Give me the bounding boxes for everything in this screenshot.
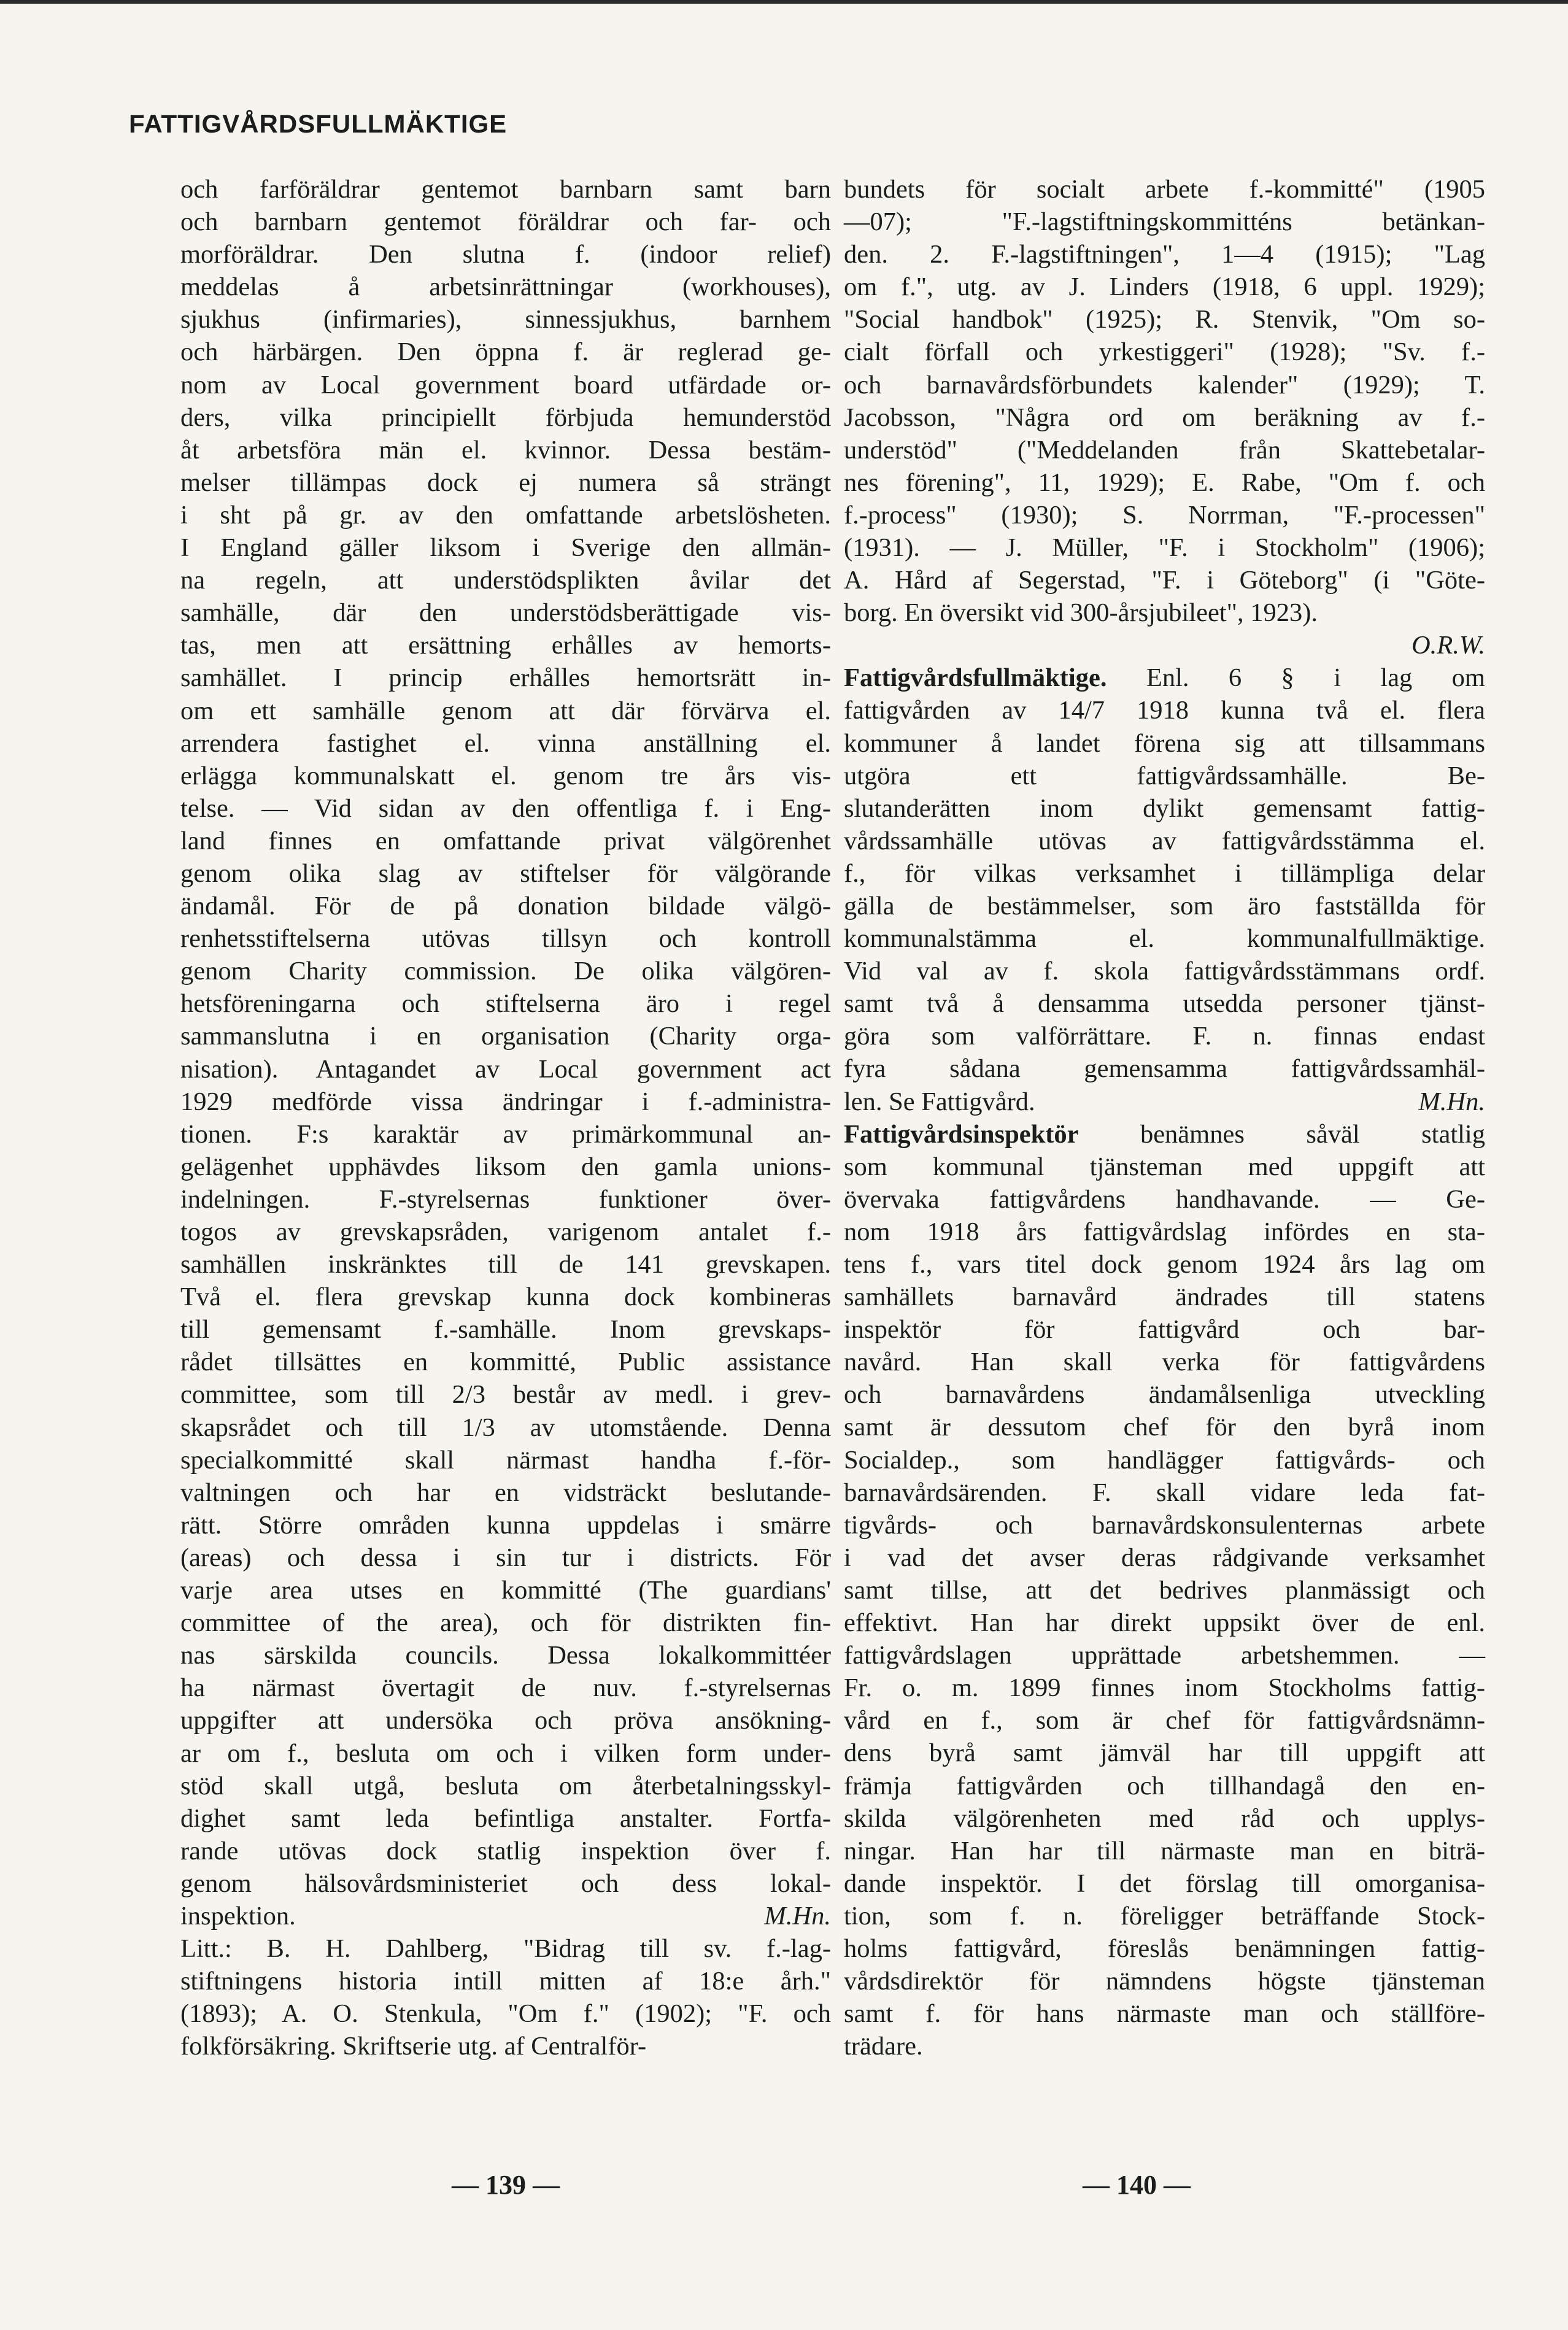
- text-line-content: genom hälsovårdsministeriet och dess lokal-: [180, 1869, 831, 1898]
- text-line-content: övervaka fattigvårdens handhavande. — Ge-: [844, 1184, 1485, 1214]
- text-line-content: specialkommitté skall närmast handha f.-för-: [180, 1445, 831, 1475]
- text-line-content: rätt. Större områden kunna uppdelas i smärre: [180, 1510, 831, 1540]
- text-line-content: ders, vilka principiellt förbjuda hemunderstöd: [180, 403, 831, 432]
- text-line-content: cialt förfall och yrkestiggeri" (1928); "Sv. f.-: [844, 338, 1485, 367]
- text-line: [180, 955, 831, 987]
- text-line-content: sjukhus (infirmaries), sinnessjukhus, barnhem: [180, 305, 831, 334]
- text-line-content: erlägga kommunalskatt el. genom tre års vis-: [180, 761, 831, 790]
- text-line-content: i vad det avser deras rådgivande verksamhet: [844, 1543, 1485, 1572]
- text-line-content: nisation). Antagandet av Local government act: [180, 1054, 831, 1084]
- text-line-content: Socialdep., som handlägger fattigvårds- och: [844, 1445, 1485, 1475]
- text-line: [844, 1965, 1485, 1997]
- text-line-content: samhällen inskränktes till de 141 grevskapen.: [180, 1250, 831, 1279]
- text-line: [844, 1737, 1485, 1769]
- text-line-content: (1931). — J. Müller, "F. i Stockholm" (1906);: [844, 533, 1485, 563]
- text-line: [844, 1151, 1485, 1183]
- text-line-content: A. Hård af Segerstad, "F. i Göteborg" (i "Göte-: [844, 566, 1485, 595]
- text-line-content: arrendera fastighet el. vinna anställning el.: [180, 728, 831, 758]
- text-line: [180, 434, 831, 466]
- text-line-content: och barnavårdens ändamålsenliga utveckling: [844, 1380, 1485, 1410]
- text-line: [844, 1541, 1485, 1574]
- text-line-content: ar om f., besluta om och i vilken form under-: [180, 1738, 831, 1768]
- text-line-content: Jacobsson, "Några ord om beräkning av f.-: [844, 403, 1485, 432]
- text-line: [180, 1607, 831, 1639]
- text-line: [180, 1541, 831, 1574]
- text-line: [844, 890, 1485, 922]
- page-number-left: — 139 —: [452, 2170, 560, 2200]
- text-line: [844, 825, 1485, 857]
- author-signature: O.R.W.: [1411, 631, 1485, 660]
- text-line-content: f., för vilkas verksamhet i tillämpliga delar: [844, 858, 1485, 888]
- text-line-content: understöd" ("Meddelanden från Skattebetalar-: [844, 435, 1485, 465]
- text-line: [844, 206, 1485, 238]
- text-line-content: göra som valförrättare. F. n. finnas endast: [844, 1022, 1485, 1051]
- text-line: [844, 466, 1485, 499]
- text-line: [844, 1281, 1485, 1313]
- text-line: [844, 303, 1485, 336]
- text-line-content: dens byrå samt jämväl har till uppgift att: [844, 1738, 1485, 1768]
- text-line-content: tens f., vars titel dock genom 1924 års lag om: [844, 1250, 1485, 1279]
- text-line: [180, 336, 831, 368]
- left-column: [180, 173, 831, 2062]
- text-line: [844, 760, 1485, 792]
- text-line: [844, 1509, 1485, 1541]
- text-line-content: trädare.: [844, 2032, 923, 2061]
- text-line-content: skapsrådet och till 1/3 av utomstående. Denna: [180, 1413, 831, 1442]
- right-column: [844, 173, 1485, 2062]
- text-line-content: 1929 medförde vissa ändringar i f.-administra-: [180, 1087, 831, 1116]
- text-line: [180, 922, 831, 955]
- text-line-content: morföräldrar. Den slutna f. (indoor relief): [180, 240, 831, 269]
- text-line: [844, 792, 1485, 825]
- text-line: [180, 857, 831, 890]
- text-line-content: genom olika slag av stiftelser för välgörande: [180, 858, 831, 888]
- text-line: [844, 1020, 1485, 1052]
- text-line: [180, 1151, 831, 1183]
- text-line-content: skilda välgörenheten med råd och upplys-: [844, 1803, 1485, 1833]
- text-line: [180, 890, 831, 922]
- text-line: [180, 303, 831, 336]
- text-line: [180, 629, 831, 662]
- text-line-content: effektivt. Han har direkt uppsikt över de enl.: [844, 1608, 1485, 1638]
- text-line-content: stöd skall utgå, besluta om återbetalningsskyl-: [180, 1771, 831, 1800]
- text-line: [844, 1932, 1485, 1965]
- text-line: [180, 1867, 831, 1900]
- text-line: [844, 922, 1485, 955]
- text-line-content: ha närmast övertagit de nuv. f.-styrelsernas: [180, 1673, 831, 1703]
- text-line-content: indelningen. F.-styrelsernas funktioner över-: [180, 1184, 831, 1214]
- text-line: [180, 2030, 831, 2062]
- text-line: [844, 1574, 1485, 1607]
- text-line: [844, 2030, 1485, 2062]
- text-line-content: samhället. I princip erhålles hemortsrätt in-: [180, 663, 831, 693]
- text-line: [844, 1444, 1485, 1476]
- text-line: [180, 1183, 831, 1216]
- text-line: [844, 1411, 1485, 1443]
- text-line-content: gelägenhet upphävdes liksom den gamla unions-: [180, 1152, 831, 1181]
- text-line-content: varje area utses en kommitté (The guardians': [180, 1576, 831, 1605]
- text-line-content: i sht på gr. av den omfattande arbetslösheten.: [180, 500, 831, 530]
- text-line: [180, 727, 831, 760]
- text-line-content: den. 2. F.-lagstiftningen", 1—4 (1915); "Lag: [844, 240, 1485, 269]
- text-line: [180, 1900, 831, 1932]
- text-line: [844, 271, 1485, 303]
- text-line: [844, 857, 1485, 890]
- text-line-content: vård en f., som är chef för fattigvårdsnämn-: [844, 1706, 1485, 1735]
- text-line-content: borg. En översikt vid 300-årsjubileet", 1923).: [844, 598, 1318, 628]
- top-rule: [0, 0, 1568, 4]
- text-line-content: (areas) och dessa i sin tur i districts. För: [180, 1543, 831, 1572]
- text-line: [180, 1281, 831, 1313]
- text-line-content: ändamål. För de på donation bildade välgö-: [180, 892, 831, 921]
- text-line-content: samhällets barnavård ändrades till statens: [844, 1283, 1485, 1312]
- text-line-content: samt två å densamma utsedda personer tjänst-: [844, 989, 1485, 1019]
- text-line: [844, 1835, 1485, 1867]
- text-line-content: som kommunal tjänsteman med uppgift att: [844, 1152, 1485, 1181]
- text-line-content: genom Charity commission. De olika välgören-: [180, 957, 831, 986]
- text-line: [180, 1932, 831, 1965]
- text-line: [844, 1802, 1485, 1835]
- text-line: [844, 727, 1485, 760]
- text-line-content: nes förening", 11, 1929); E. Rabe, "Om f. och: [844, 468, 1485, 497]
- text-line: [180, 1086, 831, 1118]
- text-line-content: nom av Local government board utfärdade or-: [180, 370, 831, 399]
- text-line: [180, 1346, 831, 1378]
- text-line-content: nom 1918 års fattigvårdslag infördes en sta-: [844, 1217, 1485, 1246]
- text-line: [844, 1052, 1485, 1085]
- text-line-content: och härbärgen. Den öppna f. är reglerad ge-: [180, 338, 831, 367]
- text-line-content: I England gäller liksom i Sverige den allmän-: [180, 533, 831, 563]
- text-line-content: fattigvården av 14/7 1918 kunna två el. flera: [844, 696, 1485, 725]
- text-line: [180, 1444, 831, 1476]
- text-line: [844, 1900, 1485, 1932]
- text-line: [180, 271, 831, 303]
- text-line: [844, 629, 1485, 662]
- text-line: [180, 1672, 831, 1704]
- text-line: [180, 1802, 831, 1835]
- text-line: [180, 173, 831, 206]
- text-line: [844, 1216, 1485, 1248]
- author-signature: M.Hn.: [1418, 1087, 1485, 1116]
- text-line: [844, 238, 1485, 271]
- text-line-content: samt f. för hans närmaste man och ställföre-: [844, 1999, 1485, 2029]
- text-line-content: och barnbarn gentemot föräldrar och far- och: [180, 207, 831, 237]
- text-line: [180, 401, 831, 434]
- text-line: [844, 531, 1485, 564]
- text-line-content: inspektion.: [180, 1901, 296, 1931]
- text-line: [180, 825, 831, 857]
- text-line-content: committee, som till 2/3 består av medl. i grev-: [180, 1380, 831, 1410]
- text-line-content: samt är dessutom chef för den byrå inom: [844, 1413, 1485, 1442]
- text-line-content: dande inspektör. I det förslag till omorganisa-: [844, 1869, 1485, 1898]
- text-line: [844, 1183, 1485, 1216]
- text-line: [844, 1346, 1485, 1378]
- text-line-content: utgöra ett fattigvårdssamhälle. Be-: [844, 761, 1485, 790]
- text-line: [180, 1835, 831, 1867]
- text-line-content: fattigvårdslagen upprättade arbetshemmen. —: [844, 1641, 1485, 1670]
- text-line-content: rådet tillsättes en kommitté, Public assistance: [180, 1348, 831, 1377]
- text-line-content: "Social handbok" (1925); R. Stenvik, "Om so-: [844, 305, 1485, 334]
- text-line-content: len. Se Fattigvård.: [844, 1087, 1035, 1116]
- text-line-content: telse. — Vid sidan av den offentliga f. i Eng-: [180, 793, 831, 823]
- text-line: [180, 662, 831, 694]
- text-line: [180, 369, 831, 401]
- text-line: [180, 695, 831, 727]
- text-line-content: uppgifter att undersöka och pröva ansökning-: [180, 1706, 831, 1735]
- text-line: [180, 1118, 831, 1151]
- text-line-content: rande utövas dock statlig inspektion över f.: [180, 1836, 831, 1865]
- text-line-content: navård. Han skall verka för fattigvårdens: [844, 1348, 1485, 1377]
- text-line-content: gälla de bestämmelser, som äro fastställda för: [844, 891, 1485, 920]
- text-line: [844, 1248, 1485, 1281]
- text-line: [844, 1704, 1485, 1737]
- text-line-content: samhälle, där den understödsberättigade vis-: [180, 598, 831, 628]
- text-line: [844, 1770, 1485, 1802]
- text-line-content: —07); "F.-lagstiftningskommitténs betänkan-: [844, 207, 1485, 237]
- text-line-content: valtningen och har en vidsträckt beslutande-: [180, 1478, 831, 1507]
- text-line: [844, 1313, 1485, 1346]
- text-line-content: Vid val av f. skola fattigvårdsstämmans ordf.: [844, 957, 1485, 986]
- text-line: [180, 1216, 831, 1248]
- text-line: [180, 987, 831, 1020]
- text-line: [844, 596, 1485, 629]
- text-line-content: f.-process" (1930); S. Norrman, "F.-processen": [844, 500, 1485, 530]
- text-line: [844, 1118, 1485, 1151]
- text-line-content: ningar. Han har till närmaste man en biträ-: [844, 1836, 1485, 1865]
- text-line: [180, 1053, 831, 1086]
- text-line: [180, 1574, 831, 1607]
- text-line-content: och barnavårdsförbundets kalender" (1929); T.: [844, 370, 1485, 399]
- text-line-content: tionen. F:s karaktär av primärkommunal an-: [180, 1119, 831, 1149]
- text-line: [844, 987, 1485, 1020]
- text-line: [844, 694, 1485, 727]
- text-line: [180, 1411, 831, 1444]
- text-line-content: dighet samt leda befintliga anstalter. Fortfa-: [180, 1803, 831, 1833]
- text-line-content: bundets för socialt arbete f.-kommitté" (1905: [844, 175, 1485, 204]
- text-line-content: barnavårdsärenden. F. skall vidare leda fat-: [844, 1478, 1485, 1507]
- text-line-content: fyra sådana gemensamma fattigvårdssamhäl-: [844, 1054, 1485, 1084]
- text-line-content: samt tillse, att det bedrives planmässigt och: [844, 1575, 1485, 1605]
- text-line-content: folkförsäkring. Skriftserie utg. af Centralför-: [180, 2032, 647, 2061]
- text-line-content: hetsföreningarna och stiftelserna äro i regel: [180, 989, 831, 1019]
- text-line: [844, 1867, 1485, 1900]
- text-line: [844, 1378, 1485, 1411]
- text-line-content: kommunalstämma el. kommunalfullmäktige.: [844, 924, 1485, 954]
- text-line: [180, 1770, 831, 1802]
- text-line-content: om ett samhälle genom att där förvärva el.: [180, 696, 831, 725]
- text-line: [844, 336, 1485, 368]
- text-line: [844, 1672, 1485, 1704]
- text-line: [180, 1704, 831, 1737]
- text-line: [180, 596, 831, 629]
- text-line-content: kommuner å landet förena sig att tillsammans: [844, 728, 1485, 758]
- text-line: [844, 955, 1485, 987]
- text-line-content: Litt.: B. H. Dahlberg, "Bidrag till sv. f.-lag-: [180, 1934, 831, 1964]
- text-line-content: renhetsstiftelserna utövas tillsyn och kontroll: [180, 924, 831, 954]
- text-line: [180, 1509, 831, 1541]
- text-line-content: åt arbetsföra män el. kvinnor. Dessa bestäm-: [180, 435, 831, 465]
- text-line-content: nas särskilda councils. Dessa lokalkommittéer: [180, 1641, 831, 1670]
- text-line-content: inspektör för fattigvård och bar-: [844, 1315, 1485, 1344]
- text-line: [180, 1639, 831, 1672]
- text-line: [180, 1737, 831, 1770]
- text-line: [180, 466, 831, 499]
- text-line-content: Fattigvårdsfullmäktige. Enl. 6 § i lag om: [844, 663, 1485, 693]
- text-line-content: främja fattigvården och tillhandagå den en-: [844, 1771, 1485, 1800]
- text-line: [180, 499, 831, 531]
- text-line: [180, 1313, 831, 1346]
- text-line-content: slutanderätten inom dylikt gemensamt fattig-: [844, 793, 1485, 823]
- text-line: [844, 1639, 1485, 1672]
- running-head: FATTIGVÅRDSFULLMÄKTIGE: [129, 109, 508, 138]
- text-line: [844, 369, 1485, 401]
- text-line-content: meddelas å arbetsinrättningar (workhouses),: [180, 272, 831, 302]
- text-line-content: vårdssamhälle utövas av fattigvårdsstämma el.: [844, 826, 1485, 855]
- text-line: [180, 564, 831, 596]
- text-line-content: och farföräldrar gentemot barnbarn samt barn: [180, 175, 831, 204]
- text-line-content: om f.", utg. av J. Linders (1918, 6 uppl. 1929);: [844, 272, 1485, 302]
- text-line: [844, 1086, 1485, 1118]
- text-line-content: holms fattigvård, föreslås benämningen fattig-: [844, 1934, 1485, 1963]
- text-line: [180, 1378, 831, 1411]
- text-line-content: vårdsdirektör för nämndens högste tjänsteman: [844, 1967, 1485, 1996]
- text-line-content: na regeln, att understödsplikten åvilar det: [180, 566, 831, 595]
- text-line-content: tas, men att ersättning erhålles av hemorts-: [180, 631, 831, 660]
- text-line-content: committee of the area), och för distrikten fin-: [180, 1608, 831, 1638]
- text-line-content: Två el. flera grevskap kunna dock kombineras: [180, 1283, 831, 1312]
- text-line-content: Fr. o. m. 1899 finnes inom Stockholms fattig-: [844, 1673, 1485, 1703]
- text-line: [844, 1607, 1485, 1639]
- text-line: [844, 499, 1485, 531]
- text-line: [844, 1997, 1485, 2030]
- text-line-content: till gemensamt f.-samhälle. Inom grevskaps-: [180, 1315, 831, 1344]
- text-line: [180, 1020, 831, 1052]
- text-line-content: land finnes en omfattande privat välgörenhet: [180, 826, 831, 855]
- text-line-content: togos av grevskapsråden, varigenom antalet f.-: [180, 1217, 831, 1246]
- text-line-content: stiftningens historia intill mitten af 18:e årh.": [180, 1967, 831, 1996]
- text-line-content: tion, som f. n. föreligger beträffande Stock-: [844, 1901, 1485, 1931]
- text-line: [844, 1476, 1485, 1509]
- text-line: [180, 1965, 831, 1997]
- text-line-content: sammanslutna i en organisation (Charity orga-: [180, 1022, 831, 1051]
- text-line: [180, 792, 831, 825]
- text-line: [180, 206, 831, 238]
- text-line: [844, 401, 1485, 434]
- text-line: [180, 531, 831, 564]
- text-line: [844, 662, 1485, 694]
- author-signature: M.Hn.: [764, 1901, 831, 1931]
- text-line: [844, 434, 1485, 466]
- text-line: [180, 238, 831, 271]
- text-line: [180, 1248, 831, 1281]
- text-line: [180, 1476, 831, 1509]
- page-number-right: — 140 —: [1083, 2170, 1191, 2200]
- text-line-content: tigvårds- och barnavårdskonsulenternas arbete: [844, 1510, 1485, 1540]
- text-line: [844, 173, 1485, 206]
- text-line-content: Fattigvårdsinspektör benämnes såväl statlig: [844, 1119, 1485, 1149]
- text-line-content: melser tillämpas dock ej numera så strängt: [180, 468, 831, 497]
- text-line: [180, 1997, 831, 2030]
- text-line: [180, 760, 831, 792]
- text-line: [844, 564, 1485, 596]
- text-line-content: (1893); A. O. Stenkula, "Om f." (1902); "F. och: [180, 1999, 831, 2029]
